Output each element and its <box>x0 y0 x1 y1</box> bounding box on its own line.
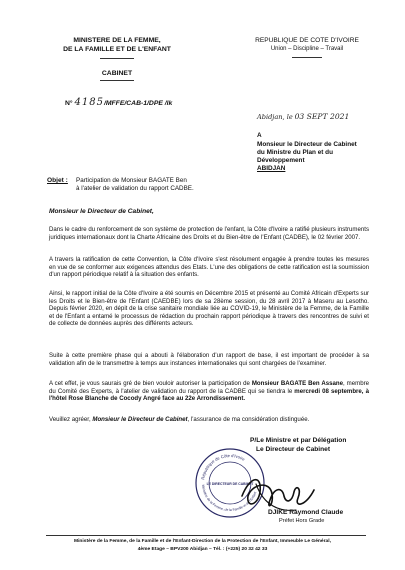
subject-line2: à l'atelier de validation du rapport CADBE. <box>76 185 194 192</box>
subject-label: Objet : <box>47 177 68 184</box>
body-paragraph-5 <box>49 380 369 403</box>
reference-handwritten-number: 4185 <box>74 97 104 108</box>
recipient-line2: du Ministre du Plan et du <box>257 149 333 156</box>
recipient-line3: Développement <box>257 157 305 164</box>
recipient-line1: Monsieur le Directeur de Cabinet <box>257 141 357 148</box>
p5-text-c: , membre du Comité des Experts, à l'atelier de validation du rapport de la CADBE qui se tiendra le <box>49 380 369 395</box>
subject-line1: Participation de Monsieur BAGATE Ben <box>76 177 187 184</box>
national-motto: Union – Discipline – Travail <box>270 46 344 52</box>
footer-divider <box>46 535 366 536</box>
ministry-name-line2: DE LA FAMILLE ET DE L'ENFANT <box>63 46 171 53</box>
body-paragraph-6 <box>49 416 369 424</box>
p6-text-a: Veuillez agréer, <box>49 416 93 423</box>
body-paragraph-2: A travers la ratification de cette Convention, la Côte d'Ivoire s'est résolument engagée à prendre toutes les mesures en vue de se conformer aux exigences attendus des Etats. L'une des obligations de cette ratification est la soumission d'un rapport périodique relatif à la situation des enfants. <box>49 256 369 279</box>
footer-line2: 4ème Etage – BPV200 Abidjan – Tél. : (+225) 20 32 42 33 <box>137 547 268 552</box>
reference-prefix: N° <box>65 100 73 107</box>
date-stamped-value: 03 SEPT 2021 <box>294 112 350 121</box>
recipient-a: A <box>257 132 262 139</box>
body-paragraph-3: Ainsi, le rapport initial de la Côte d'Ivoire a été soumis en Décembre 2015 et présenté au Comité Africain d'Experts sur les Droits et le Bien-être de l'Enfant (CAEDBE) lors de sa 28ème session, du 28 avril 2017 à Maseru au Lesotho. Depuis février 2020, en dépit de la crise sanitaire mondiale liée au COVID-19, le Ministère de la Femme, de la Famille et de l'Enfant a entamé le processus de rédaction du prochain rapport périodique à travers des rencontres de suivi et de collecte de données auprès des différents acteurs. <box>49 290 369 328</box>
signatory-name: DJIKE Raymond Claude <box>268 509 344 516</box>
cabinet-label: CABINET <box>101 70 133 77</box>
header-divider <box>100 58 134 59</box>
signatory-title: Préfet Hors Grade <box>279 518 325 524</box>
p6-addressee: Monsieur le Directeur de Cabinet <box>92 416 188 423</box>
body-paragraph-4: Suite à cette première phase qui a abouti à l'élaboration d'un rapport de base, il est important de procéder à sa validation afin de le transmettre à temps aux instances internationales qui sont chargées de l'examiner. <box>49 352 369 367</box>
salutation: Monsieur le Directeur de Cabinet, <box>49 208 154 215</box>
reference-suffix: /MFFE/CAB-1/DPE /lk <box>103 100 173 107</box>
signature-delegation: P/Le Ministre et par Délégation <box>250 437 347 444</box>
p5-participant-name: Monsieur BAGATE Ben Assane <box>251 380 344 387</box>
p6-text-c: , l'assurance de ma considération distinguée. <box>187 416 310 423</box>
cabinet-underline <box>100 80 134 81</box>
footer-line1: Ministère de la Femme, de la Famille et de l'Enfant-Direction de la Protection de l'Enfant, Immeuble Le Général, <box>74 539 331 544</box>
ministry-name-line1: MINISTERE DE LA FEMME, <box>73 37 161 44</box>
reference-number <box>65 97 172 108</box>
p5-text-a: A cet effet, je vous saurais gré de bien vouloir autoriser la participation de <box>49 380 252 387</box>
recipient-city: ABIDJAN <box>257 165 286 172</box>
letter-date <box>257 112 349 121</box>
motto-divider <box>292 57 322 58</box>
republic-name: REPUBLIQUE DE COTE D'IVOIRE <box>255 37 359 44</box>
p5-date-venue: mercredi 08 septembre, à l'hôtel Rose Blanche de Cocody Angré face au 22e Arrondissement. <box>49 387 369 403</box>
date-place: Abidjan, le <box>257 113 293 121</box>
stamp-center-text: LE DIRECTEUR DE CABINET <box>206 482 254 486</box>
body-paragraph-1: Dans le cadre du renforcement de son système de protection de l'enfant, la Côte d'Ivoire a ratifié plusieurs instruments juridiques internationaux dont la Charte Africaine des Droits et du Bien-être de l'Enfant (CADBE), le 02 février 2007. <box>49 226 369 241</box>
stamp-lower-text: Ministère de la Femme, de la Famille et de l'Enfant <box>201 484 258 513</box>
stamp-outer-text: République de Côte d'Ivoire <box>200 452 246 481</box>
signature-role: Le Directeur de Cabinet <box>256 446 331 453</box>
